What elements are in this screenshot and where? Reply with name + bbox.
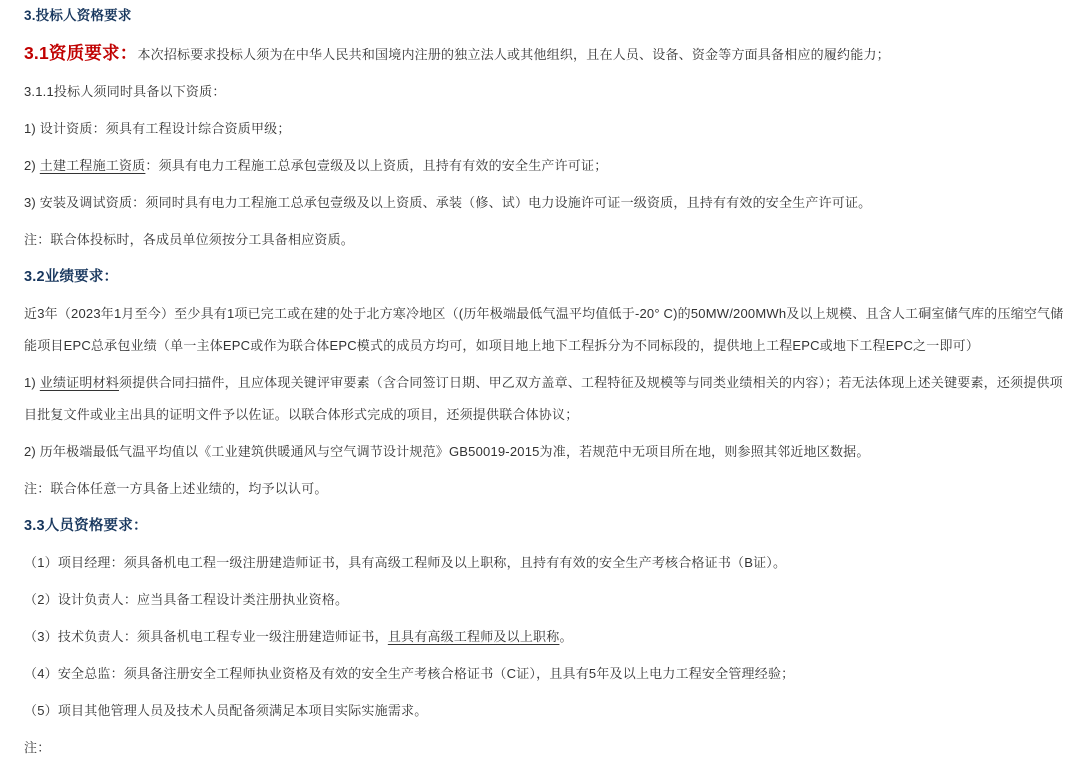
- heading-32: 3.2业绩要求：: [24, 269, 119, 285]
- paragraph-32-intro: [24, 298, 1070, 362]
- paragraph-31-intro: [24, 37, 1070, 71]
- paragraph-33-item3: [24, 621, 1070, 653]
- item-install-qualification: 3) 安装及调试资质：须同时具有电力工程施工总承包壹级及以上资质、承装（修、试）电力设施许可证一级资质，且持有有效的安全生产许可证。: [24, 195, 872, 210]
- paragraph-33-item5: [24, 695, 1070, 727]
- paragraph-31-note: [24, 224, 1070, 256]
- section-title-text: 3.投标人资格要求: [24, 8, 132, 23]
- intro-31-text: 本次招标要求投标人须为在中华人民共和国境内注册的独立法人或其他组织，且在人员、设备、资金等方面具备相应的履约能力；: [137, 47, 890, 62]
- heading-33: 3.3人员资格要求：: [24, 518, 148, 534]
- paragraph-31-item3: [24, 187, 1070, 219]
- item-tech-lead-underlined: 且具有高级工程师及以上职称: [387, 629, 560, 644]
- item-civil-rest: ：须具有电力工程施工总承包壹级及以上资质，且持有有效的安全生产许可证；: [145, 158, 608, 173]
- paragraph-32-heading: [24, 261, 1070, 293]
- heading-31: 3.1资质要求：: [24, 43, 138, 63]
- paragraph-31-item2: [24, 150, 1070, 182]
- item-proof-underlined: 业绩证明材料: [39, 375, 119, 390]
- item-temperature-standard: 2) 历年极端最低气温平均值以《工业建筑供暖通风与空气调节设计规范》GB50019-2015为准，若规范中无项目所在地，则参照其邻近地区数据。: [24, 444, 870, 459]
- paragraph-33-note: [24, 732, 1070, 764]
- item-safety-director: （4）安全总监：须具备注册安全工程师执业资格及有效的安全生产考核合格证书（C证），且具有5年及以上电力工程安全管理经验；: [24, 666, 795, 681]
- paragraph-311: [24, 76, 1070, 108]
- item-project-manager: （1）项目经理：须具备机电工程一级注册建造师证书，具有高级工程师及以上职称，且持有有效的安全生产考核合格证书（B证）。: [24, 555, 787, 570]
- item-design-lead: （2）设计负责人：应当具备工程设计类注册执业资格。: [24, 592, 349, 607]
- subheading-311-text: 3.1.1投标人须同时具备以下资质：: [24, 84, 226, 99]
- item-tech-lead-prefix: （3）技术负责人：须具备机电工程专业一级注册建造师证书，: [24, 629, 388, 644]
- item-proof-rest: 须提供合同扫描件，且应体现关键评审要素（含合同签订日期、甲乙双方盖章、工程特征及规模等与同类业绩相关的内容）；若无法体现上述关键要素，还须提供项目批复文件或业主出具的证明文件予以佐证。以联合体形式完成的项目，还须提供联合体协议；: [24, 375, 1063, 422]
- item-design-qualification: 1) 设计资质：须具有工程设计综合资质甲级；: [24, 121, 291, 136]
- item-civil-prefix: 2): [24, 158, 40, 173]
- note-31-text: 注：联合体投标时，各成员单位须按分工具备相应资质。: [24, 232, 355, 247]
- paragraph-33-item1: [24, 547, 1070, 579]
- note-33-text: 注：: [24, 740, 51, 755]
- paragraph-31-item1: [24, 113, 1070, 145]
- item-tech-lead-suffix: 。: [559, 629, 573, 644]
- paragraph-33-item2: [24, 584, 1070, 616]
- paragraph-32-item2: [24, 436, 1070, 468]
- item-civil-underlined: 土建工程施工资质: [39, 158, 146, 173]
- paragraph-33-heading: [24, 510, 1070, 542]
- paragraph-32-item1: [24, 367, 1070, 431]
- paragraph-33-item4: [24, 658, 1070, 690]
- intro-32-text: 近3年（2023年1月至今）至少具有1项已完工或在建的处于北方寒冷地区（(历年极端最低气温平均值低于-20° C)的50MW/200MWh及以上规模、且含人工硐室储气库的压缩空气储能项目EPC总承包业绩（单一主体EPC或作为联合体EPC模式的成员方均可，如项目地上地下工程拆分为不同标段的，提供地上工程EPC或地下工程EPC之一即可）: [24, 306, 1064, 353]
- note-32-text: 注：联合体任意一方具备上述业绩的，均予以认可。: [24, 481, 328, 496]
- paragraph-32-note: [24, 473, 1070, 505]
- item-proof-prefix: 1): [24, 375, 40, 390]
- item-other-staff: （5）项目其他管理人员及技术人员配备须满足本项目实际实施需求。: [24, 703, 428, 718]
- section-title: [24, 0, 1070, 32]
